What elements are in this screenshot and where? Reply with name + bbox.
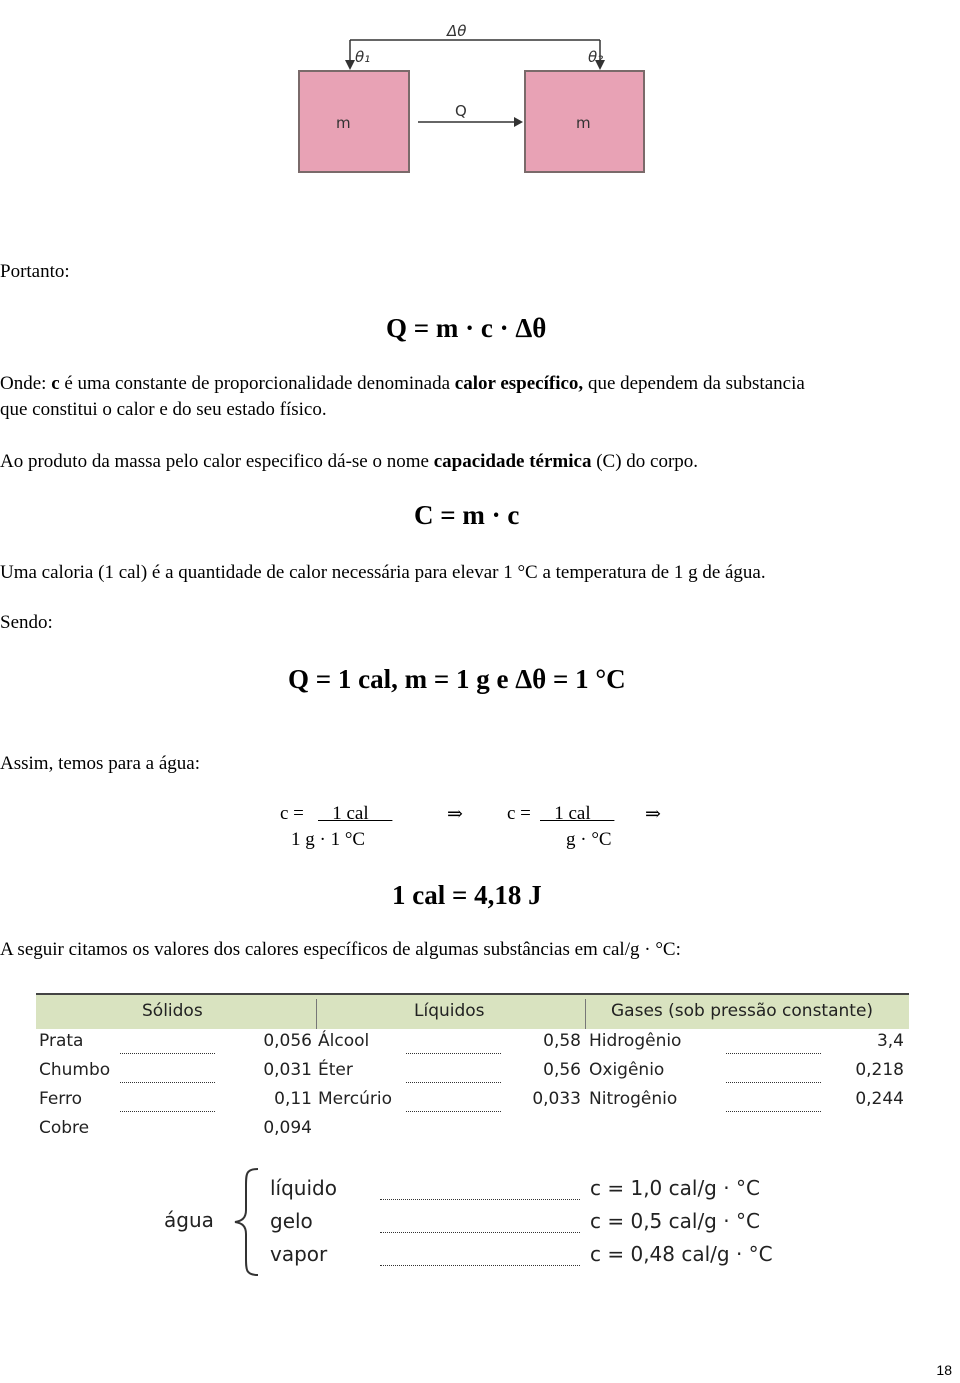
fraction2-numerator: 1 cal [540, 803, 615, 824]
gas-name: Nitrogênio [589, 1089, 678, 1109]
delta-theta-bracket [290, 18, 660, 78]
dotted-leader [120, 1053, 215, 1054]
solid-value: 0,11 [274, 1089, 312, 1109]
theta2-label: θ₂ [588, 48, 604, 66]
solid-name: Chumbo [39, 1060, 111, 1080]
liquid-value: 0,56 [543, 1060, 581, 1080]
state-name: vapor [270, 1242, 328, 1266]
equation-values: Q = 1 cal, m = 1 g e Δθ = 1 °C [288, 664, 626, 694]
implies-arrow-2: ⇒ [645, 804, 661, 825]
state-name: gelo [270, 1209, 313, 1233]
header-gases: Gases (sob pressão constante) [611, 1001, 874, 1021]
equation-joule: 1 cal = 4,18 J [392, 880, 542, 910]
solid-value: 0,056 [263, 1031, 312, 1051]
solid-name: Ferro [39, 1089, 83, 1109]
equation-main: Q = m · c · Δθ [386, 313, 547, 343]
fraction1-numerator: 1 cal [318, 803, 393, 824]
dotted-leader [406, 1053, 501, 1054]
header-solidos: Sólidos [142, 1001, 203, 1021]
curly-brace-icon [232, 1166, 262, 1278]
c-equals-2: c = [507, 803, 531, 824]
heat-label: Q [455, 102, 467, 120]
liquid-value: 0,58 [543, 1031, 581, 1051]
state-value: c = 0,48 cal/g · °C [590, 1242, 773, 1266]
delta-theta-label: Δθ [447, 22, 467, 40]
equation-capacity: C = m · c [414, 500, 520, 530]
dotted-leader [120, 1111, 215, 1112]
gas-value: 0,244 [855, 1089, 904, 1109]
gas-name: Oxigênio [589, 1060, 665, 1080]
table-header [36, 993, 909, 1029]
table-intro: A seguir citamos os valores dos calores específicos de algumas substâncias em cal/g · °C: [0, 939, 681, 960]
dotted-leader [380, 1232, 580, 1233]
gas-value: 3,4 [876, 1031, 904, 1051]
solid-value: 0,094 [263, 1118, 312, 1138]
mass-left-label: m [336, 114, 351, 132]
solid-name: Prata [39, 1031, 84, 1051]
c-equals-1: c = [280, 803, 304, 824]
solid-name: Cobre [39, 1118, 90, 1138]
theta1-label: θ₁ [355, 48, 371, 66]
definition-paragraph: Onde: c é uma constante de proporcionalidade denominada calor específico, que dependem da substancia [0, 373, 805, 394]
liquid-name: Mercúrio [318, 1089, 392, 1109]
state-value: c = 0,5 cal/g · °C [590, 1209, 760, 1233]
calorie-definition: Uma caloria (1 cal) é a quantidade de calor necessária para elevar 1 °C a temperatura de 1 g de água. [0, 562, 766, 583]
state-name: líquido [270, 1176, 337, 1200]
intro-text: Portanto: [0, 261, 70, 282]
dotted-leader [726, 1053, 821, 1054]
state-value: c = 1,0 cal/g · °C [590, 1176, 760, 1200]
dotted-leader [726, 1111, 821, 1112]
liquid-name: Éter [318, 1060, 353, 1080]
fraction1-denominator: 1 g · 1 °C [291, 829, 366, 850]
dotted-leader [380, 1265, 580, 1266]
definition-paragraph-line2: que constitui o calor e do seu estado físico. [0, 399, 327, 420]
dotted-leader [406, 1111, 501, 1112]
water-label: água [164, 1208, 214, 1232]
dotted-leader [406, 1082, 501, 1083]
liquid-value: 0,033 [532, 1089, 581, 1109]
capacity-paragraph: Ao produto da massa pelo calor especifico dá-se o nome capacidade térmica (C) do corpo. [0, 451, 699, 472]
dotted-leader [380, 1199, 580, 1200]
assim-text: Assim, temos para a água: [0, 753, 200, 774]
dotted-leader [120, 1082, 215, 1083]
fraction2-denominator: g · °C [566, 829, 612, 850]
mass-box-left [298, 70, 410, 173]
sendo-text: Sendo: [0, 612, 53, 633]
gas-value: 0,218 [855, 1060, 904, 1080]
header-liquidos: Líquidos [414, 1001, 485, 1021]
dotted-leader [726, 1082, 821, 1083]
mass-right-label: m [576, 114, 591, 132]
implies-arrow-1: ⇒ [447, 804, 463, 825]
page-number: 18 [936, 1362, 952, 1378]
heat-arrow [410, 110, 524, 130]
gas-name: Hidrogênio [589, 1031, 682, 1051]
liquid-name: Álcool [318, 1031, 370, 1051]
solid-value: 0,031 [263, 1060, 312, 1080]
